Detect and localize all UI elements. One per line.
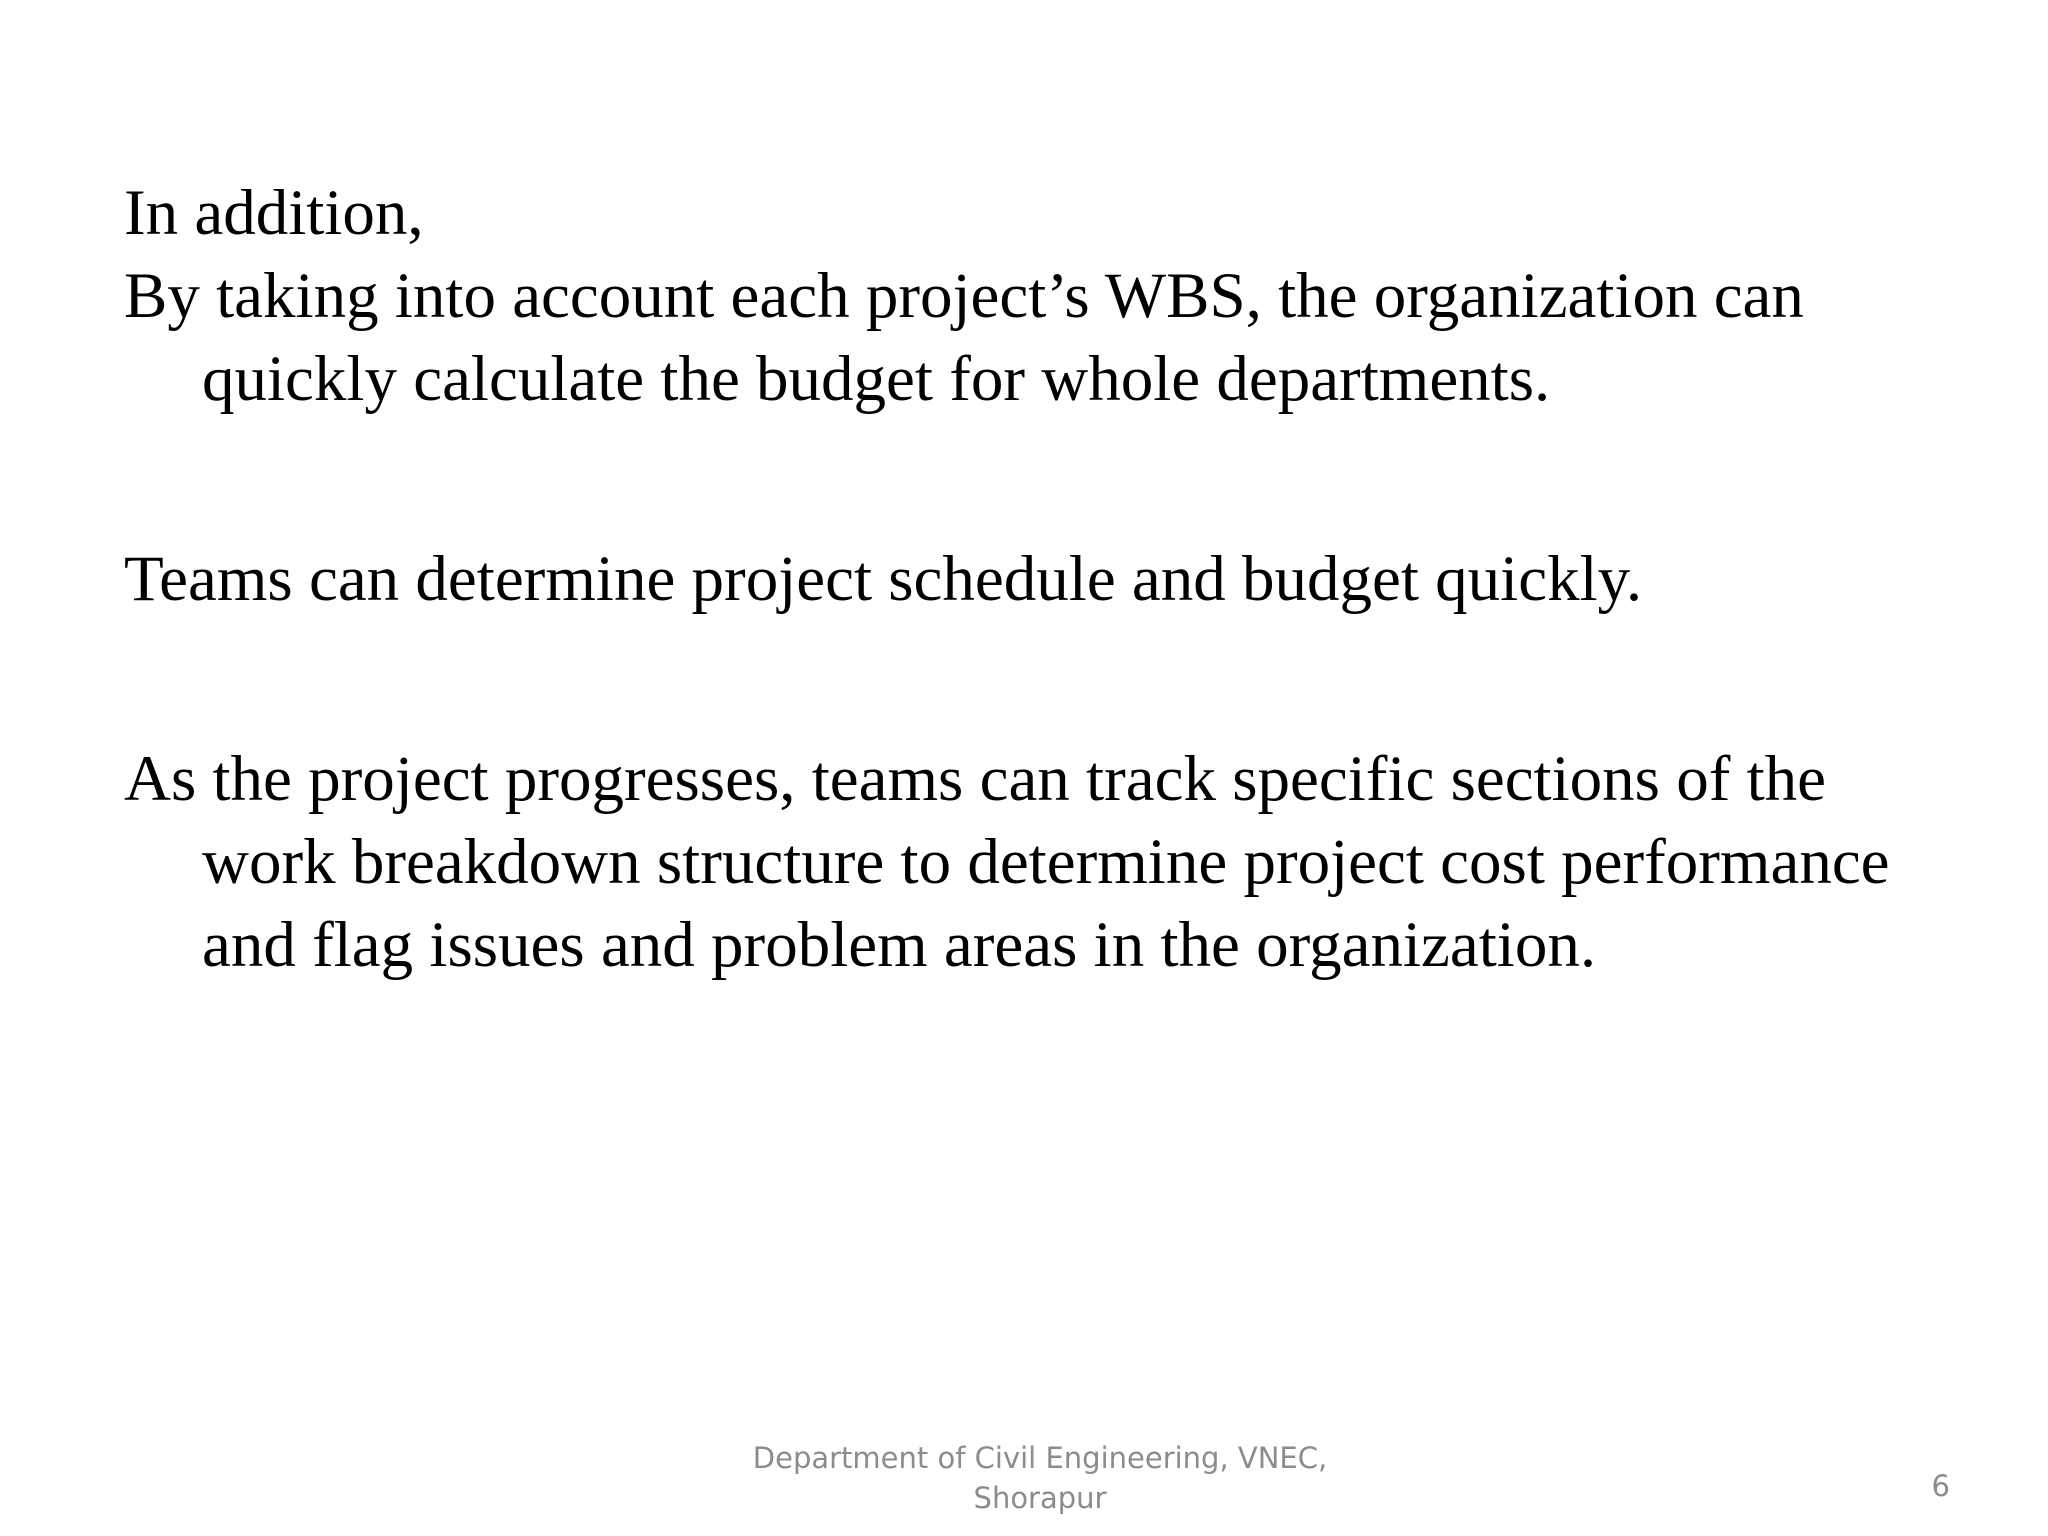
footer-line-2: Shorapur [973, 1481, 1107, 1515]
slide-body [124, 172, 1964, 987]
paragraph-tracking: As the project progresses, teams can track specific sections of the work breakdown structure to determine project cost performance and flag issues and problem areas in the organization. [124, 743, 1890, 981]
paragraph-schedule-budget: Teams can determine project schedule and budget quickly. [124, 543, 1643, 615]
footer-line-1: Department of Civil Engineering, VNEC, [752, 1441, 1328, 1475]
slide-number: 6 [1931, 1469, 1950, 1503]
slide-footer [700, 1438, 1380, 1518]
paragraph-wbs-budget: By taking into account each project’s WBS, the organization can quickly calculate the budget for whole departments. [124, 260, 1804, 415]
paragraph-intro: In addition, [124, 177, 424, 249]
